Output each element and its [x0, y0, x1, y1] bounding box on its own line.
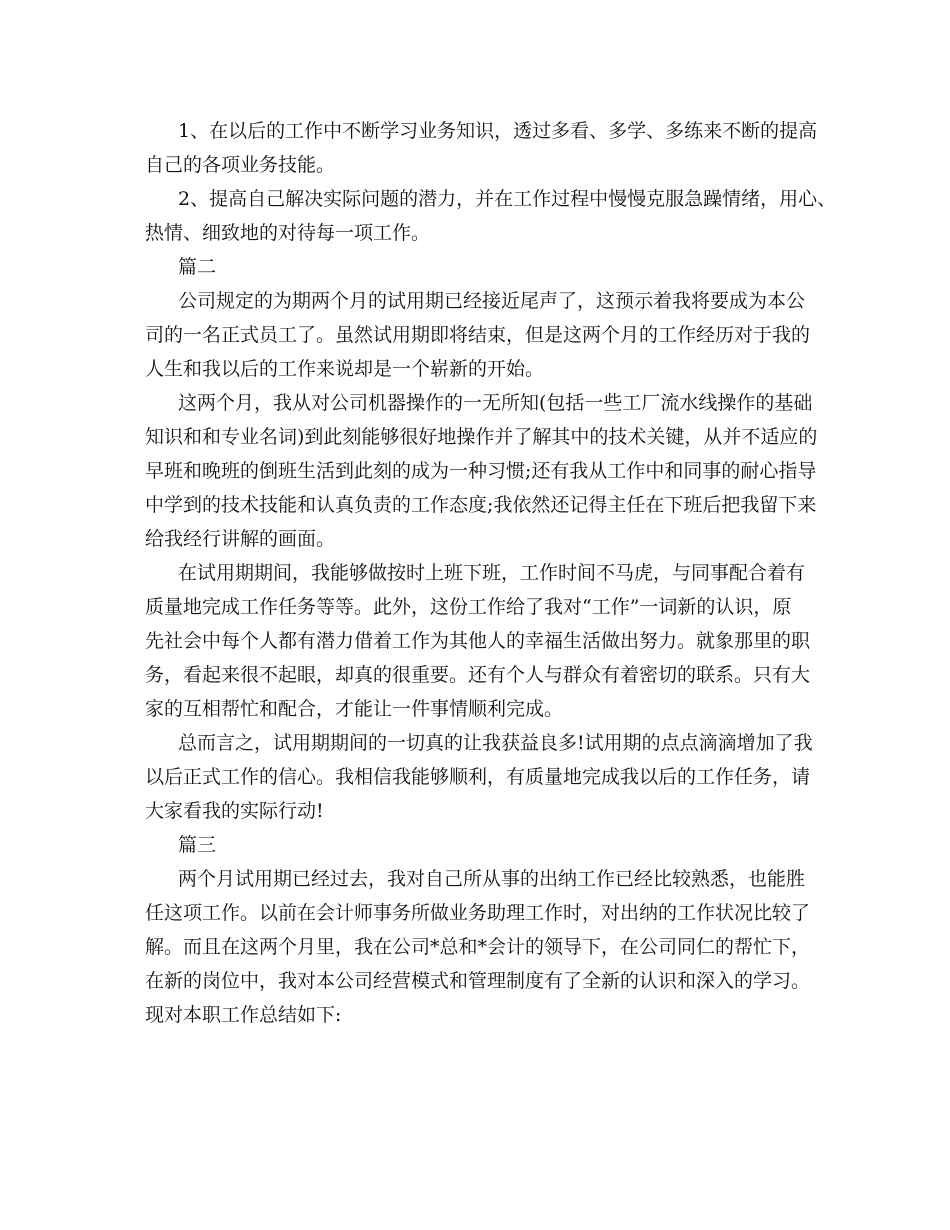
text-line: 早班和晚班的倒班生活到此刻的成为一种习惯;还有我从工作中和同事的耐心指导 — [145, 460, 817, 482]
text-line: 家的互相帮忙和配合，才能让一件事情顺利完成。 — [145, 698, 564, 720]
text-line: 这两个月，我从对公司机器操作的一无所知(包括一些工厂流水线操作的基础 — [178, 392, 813, 414]
text-line: 自己的各项业务技能。 — [145, 154, 336, 176]
text-line: 给我经行讲解的画面。 — [145, 528, 336, 550]
section-heading: 篇三 — [178, 834, 217, 856]
text-line: 人生和我以后的工作来说却是一个崭新的开始。 — [145, 358, 545, 380]
text-line: 2、提高自己解决实际问题的潜力，并在工作过程中慢慢克服急躁情绪，用心、 — [178, 188, 837, 210]
text-line: 大家看我的实际行动! — [145, 800, 324, 822]
text-line: 以后正式工作的信心。我相信我能够顺利，有质量地完成我以后的工作任务，请 — [145, 766, 811, 788]
text-line: 司的一名正式员工了。虽然试用期即将结束，但是这两个月的工作经历对于我的 — [145, 324, 811, 346]
text-line: 在新的岗位中，我对本公司经营模式和管理制度有了全新的认识和深入的学习。 — [145, 970, 811, 992]
text-line: 中学到的技术技能和认真负责的工作态度;我依然还记得主任在下班后把我留下来 — [145, 494, 817, 516]
text-line: 知识和和专业名词)到此刻能够很好地操作并了解其中的技术关键，从并不适应的 — [145, 426, 818, 448]
section-heading: 篇二 — [178, 256, 217, 278]
text-line: 热情、细致地的对待每一项工作。 — [145, 222, 431, 244]
text-line: 先社会中每个人都有潜力借着工作为其他人的幸福生活做出努力。就象那里的职 — [145, 630, 811, 652]
text-line: 总而言之，试用期期间的一切真的让我获益良多!试用期的点点滴滴增加了我 — [178, 732, 813, 754]
text-line: 现对本职工作总结如下: — [145, 1004, 342, 1026]
text-line: 1、在以后的工作中不断学习业务知识，透过多看、多学、多练来不断的提高 — [178, 120, 818, 142]
text-line: 质量地完成工作任务等等。此外，这份工作给了我对“工作”一词新的认识，原 — [145, 596, 792, 618]
text-line: 任这项工作。以前在会计师事务所做业务助理工作时，对出纳的工作状况比较了 — [145, 902, 811, 924]
text-line: 解。而且在这两个月里，我在公司*总和*会计的领导下，在公司同仁的帮忙下， — [145, 936, 811, 958]
text-line: 公司规定的为期两个月的试用期已经接近尾声了，这预示着我将要成为本公 — [178, 290, 806, 312]
text-line: 在试用期期间，我能够做按时上班下班，工作时间不马虎，与同事配合着有 — [178, 562, 806, 584]
text-line: 务，看起来很不起眼，却真的很重要。还有个人与群众有着密切的联系。只有大 — [145, 664, 811, 686]
text-line: 两个月试用期已经过去，我对自己所从事的出纳工作已经比较熟悉，也能胜 — [178, 868, 806, 890]
